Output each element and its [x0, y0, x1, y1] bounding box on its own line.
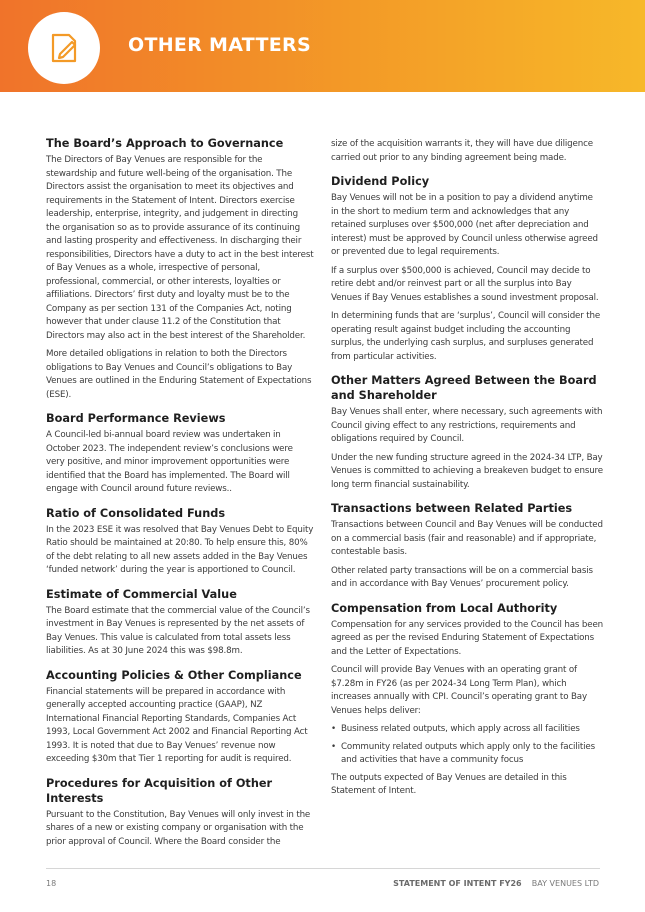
header-banner [0, 0, 645, 92]
section-acquisition [46, 776, 314, 850]
footer-document-info [393, 879, 599, 888]
section-accounting-policies [46, 668, 314, 767]
section-heading: Other Matters Agreed Between the Board and Shareholder [331, 374, 597, 402]
section-commercial-value [46, 587, 314, 659]
section-heading: Compensation from Local Authority [331, 601, 558, 615]
section-governance [46, 136, 314, 402]
section-related-parties [331, 501, 603, 592]
section-heading: Transactions between Related Parties [331, 502, 573, 515]
paragraph: size of the acquisition warrants it, they will have due diligence carried out prior to any binding agreement being made. [331, 139, 593, 163]
document-title: STATEMENT OF INTENT FY26 [393, 879, 522, 888]
section-board-reviews [46, 411, 314, 497]
edit-document-icon [45, 29, 83, 67]
paragraph: In determining funds that are ‘surplus’, Council will consider the operating result against budget including the accounting surplus, the underlying cash surplus, and surpluses generated from particular activities. [331, 311, 601, 362]
section-heading: Procedures for Acquisition of Other Interests [46, 776, 273, 805]
section-dividend-policy [331, 174, 603, 364]
bullet-list [331, 723, 603, 768]
right-column [331, 138, 603, 808]
paragraph: More detailed obligations in relation to both the Directors obligations to Bay Venues and Council’s obligations to Bay Venues are outlined in the Enduring Statement of Expectations (ESE). [46, 349, 312, 400]
paragraph: Pursuant to the Constitution, Bay Venues will only invest in the shares of a new or existing company or organisation with the prior approval of Council. Where the Board consider the [46, 809, 311, 847]
page-title: OTHER MATTERS [128, 34, 311, 56]
paragraph: Compensation for any services provided to the Council has been agreed as per the revised Enduring Statement of Expectations and the Letter of Expectations. [331, 619, 603, 657]
section-heading: Ratio of Consolidated Funds [46, 506, 226, 520]
left-column [46, 136, 314, 858]
section-heading: Board Performance Reviews [46, 412, 226, 425]
paragraph: The Board estimate that the commercial value of the Council’s investment in Bay Venues is represented by the net assets of Bay Venues. This value is calculated from total assets less liabilities. As at 30 June 2024 this was $98.8m. [46, 605, 310, 656]
continued-text [331, 138, 603, 165]
list-item: • Community related outputs which apply only to the facilities and activities that have a community focus [331, 741, 595, 765]
paragraph: The Directors of Bay Venues are responsible for the stewardship and future well-being of the organisation. The Directors assist the organisation to meet its objectives and requirements in the Statement of Intent. Directors exercise leadership, enterprise, integrity, and judgement in directing the organisation so as to provide assurance of its continuing and lasting prosperity and effectiveness. In discharging their responsibilities, Directors have a duty to act in the best interest of Bay Venues as a whole, irrespective of personal, professional, commercial, or other interests, loyalties or affiliations. Directors’ first duty and loyalty must be to the Company as per section 131 of the Companies Act, noting however that under clause 11.2 of the Constitution that Directors may also act in the best interest of the Shareholder. [46, 155, 314, 341]
section-heading: Accounting Policies & Other Compliance [46, 668, 302, 682]
section-heading: Dividend Policy [331, 175, 430, 188]
paragraph: In the 2023 ESE it was resolved that Bay Venues Debt to Equity Ratio should be maintained at 20:80. To help ensure this, 80% of the debt relating to all new assets added in the Bay Venues ‘funded network’ during the year is apportioned to Council. [46, 524, 314, 575]
section-heading: Estimate of Commercial Value [46, 587, 237, 601]
paragraph: The outputs expected of Bay Venues are detailed in this Statement of Intent. [331, 772, 567, 796]
paragraph: Bay Venues shall enter, where necessary, such agreements with Council giving effect to any restrictions, requirements and obligations required by Council. [331, 407, 603, 444]
icon-badge [28, 12, 100, 84]
section-heading: The Board’s Approach to Governance [46, 137, 284, 150]
paragraph: Bay Venues will not be in a position to pay a dividend anytime in the short to medium term and acknowledges that any retained surpluses over $500,000 (net after depreciation and interest) must be approved by Council unless otherwise agreed or prevented due to legal requirements. [331, 193, 598, 257]
page-number: 18 [46, 879, 57, 888]
paragraph: Financial statements will be prepared in accordance with generally accepted accounting practice (GAAP), NZ International Financial Reporting Standards, Companies Act 1993, Local Government Act 2002 and Financial Reporting Act 1993. It is noted that due to Bay Venues’ revenue now exceeding $30m that Tier 1 reporting for audit is required. [46, 686, 308, 764]
section-other-matters [331, 373, 603, 492]
list-item: • Business related outputs, which apply across all facilities [331, 724, 580, 734]
footer-divider [46, 868, 600, 869]
paragraph: Transactions between Council and Bay Venues will be conducted on a commercial basis (fair and reasonable) and if appropriate, contestable basis. [331, 520, 603, 557]
paragraph: Under the new funding structure agreed in the 2024-34 LTP, Bay Venues is committed to achieving a breakeven budget to ensure long term financial sustainability. [331, 452, 603, 490]
section-compensation [331, 601, 603, 799]
paragraph: A Council-led bi-annual board review was undertaken in October 2023. The independent review’s conclusions were very positive, and minor improvement opportunities were identified that the Board has implemented. The Board will engage with Council around future reviews.. [46, 430, 293, 494]
paragraph: Council will provide Bay Venues with an operating grant of $7.28m in FY26 (as per 2024-34 Long Term Plan), which increases annually with CPI. Council’s operating grant to Bay Venues helps deliver: [331, 665, 587, 716]
paragraph: Other related party transactions will be on a commercial basis and in accordance with Bay Venues’ procurement policy. [331, 565, 593, 589]
organisation-name: BAY VENUES LTD [531, 879, 599, 888]
paragraph: If a surplus over $500,000 is achieved, Council may decide to retire debt and/or reinvest part or all the surplus into Bay Venues if Bay Venues establishes a sound investment proposal. [331, 265, 599, 303]
section-consolidated-funds [46, 506, 314, 578]
